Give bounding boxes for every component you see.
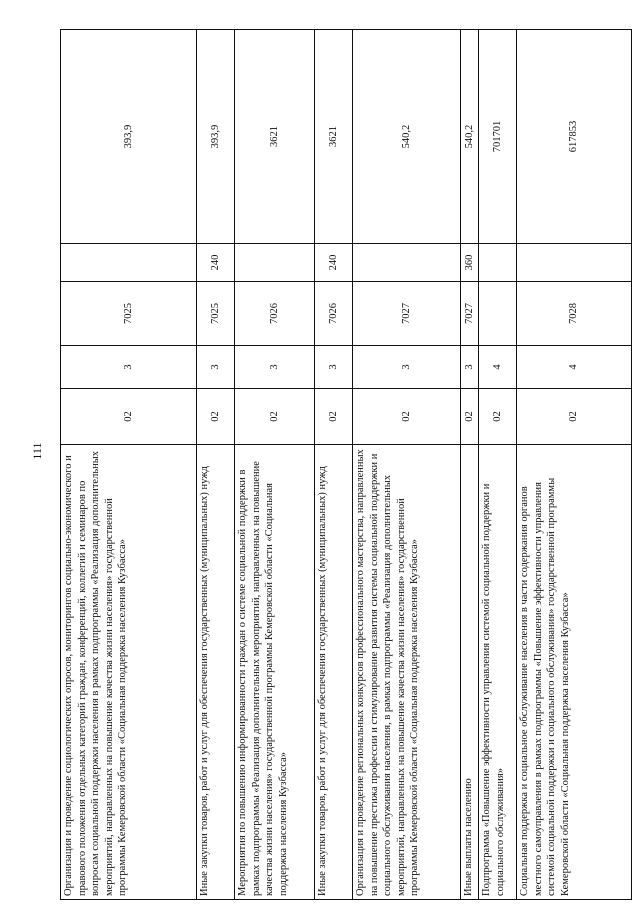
program-code-cell: 02 (61, 388, 196, 444)
amount-cell: 3621 (327, 126, 339, 147)
table-row (235, 30, 315, 899)
program-code-cell: 02 (197, 388, 234, 444)
row-name-cell: Организация и проведение региональных конкурсов профессионального мастерства, направленных на повышение престижа профессии и стимулирование развития системы социальной поддержки и социального обслуживания населения, в рамках подпрограммы «Реализация дополнительных мероприятий, направленных на повышение качества жизни населения» государственной программы Кемеровской области «Социальная поддержка населения Кузбасса» (353, 444, 460, 899)
row-name-cell: Иные выплаты населению (461, 444, 478, 899)
program-code-cell: 02 (235, 388, 314, 444)
subprogram-code-cell: 3 (197, 345, 234, 388)
expense-type-cell (235, 243, 314, 281)
amount-cell: 393,9 (209, 124, 221, 149)
table-row (479, 30, 517, 899)
expense-type-cell: 240 (315, 243, 352, 281)
row-name-cell: Организация и проведение социологических опросов, мониторингов социально-экономического и правового положения отдельных категорий граждан, конференций, коллегий и семинаров по вопросам социальной поддержки населения в рамках подпрограммы «Реализация дополнительных мероприятий, направленных на повышение качества жизни населения» государственной программы Кемеровской области «Социальная поддержка населения Кузбасса» (61, 444, 196, 899)
subprogram-code-cell: 4 (517, 345, 631, 388)
program-code-cell: 02 (517, 388, 631, 444)
subprogram-code-cell: 4 (479, 345, 516, 388)
direction-code-cell: 7025 (61, 281, 196, 345)
subprogram-code-cell: 3 (315, 345, 352, 388)
subprogram-code-cell: 3 (61, 345, 196, 388)
amount-cell: 701701 (491, 120, 503, 153)
program-code-cell: 02 (479, 388, 516, 444)
row-name-cell: Иные закупки товаров, работ и услуг для обеспечения государственных (муниципальных) нужд (315, 444, 352, 899)
subprogram-code-cell: 3 (353, 345, 460, 388)
table-row (61, 30, 197, 899)
page-number: 111 (30, 442, 44, 460)
program-code-cell: 02 (461, 388, 478, 444)
program-code-cell: 02 (315, 388, 352, 444)
direction-code-cell: 7026 (315, 281, 352, 345)
direction-code-cell (479, 281, 516, 345)
direction-code-cell: 7027 (353, 281, 460, 345)
table-row (517, 30, 632, 899)
direction-code-cell: 7028 (517, 281, 631, 345)
amount-cell: 617853 (568, 120, 580, 153)
expense-type-cell (517, 243, 631, 281)
program-code-cell: 02 (353, 388, 460, 444)
amount-cell: 393,9 (122, 124, 134, 149)
expense-type-cell (479, 243, 516, 281)
subprogram-code-cell: 3 (235, 345, 314, 388)
row-name-cell: Мероприятия по повышению информированности граждан о системе социальной поддержки в рамках подпрограммы «Реализация дополнительных мероприятий, направленных на повышение качества жизни населения» государственной программы Кемеровской области «Социальная поддержка населения Кузбасса» (235, 444, 314, 899)
table-row (197, 30, 235, 899)
expense-type-cell: 240 (197, 243, 234, 281)
amount-cell: 3621 (268, 126, 280, 147)
table-row (353, 30, 461, 899)
expense-type-cell: 360 (461, 243, 478, 281)
expense-type-cell (61, 243, 196, 281)
table-row (461, 30, 479, 899)
amount-cell: 540,2 (463, 124, 475, 149)
row-name-cell: Социальная поддержка и социальное обслуживание населения в части содержания органов местного самоуправления в рамках подпрограммы «Повышение эффективности управления системой социальной поддержки и социального обслуживания» государственной программы Кемеровской области «Социальная поддержка населения Кузбасса» (517, 444, 631, 899)
direction-code-cell: 7026 (235, 281, 314, 345)
amount-cell: 540,2 (400, 124, 412, 149)
expense-type-cell (353, 243, 460, 281)
direction-code-cell: 7027 (461, 281, 478, 345)
subprogram-code-cell: 3 (461, 345, 478, 388)
row-name-cell: Иные закупки товаров, работ и услуг для обеспечения государственных (муниципальных) нужд (197, 444, 234, 899)
table-row (315, 30, 353, 899)
direction-code-cell: 7025 (197, 281, 234, 345)
row-name-cell: Подпрограмма «Повышение эффективности управления системой социальной поддержки и социального обслуживания» (479, 444, 516, 899)
budget-table (60, 29, 632, 900)
